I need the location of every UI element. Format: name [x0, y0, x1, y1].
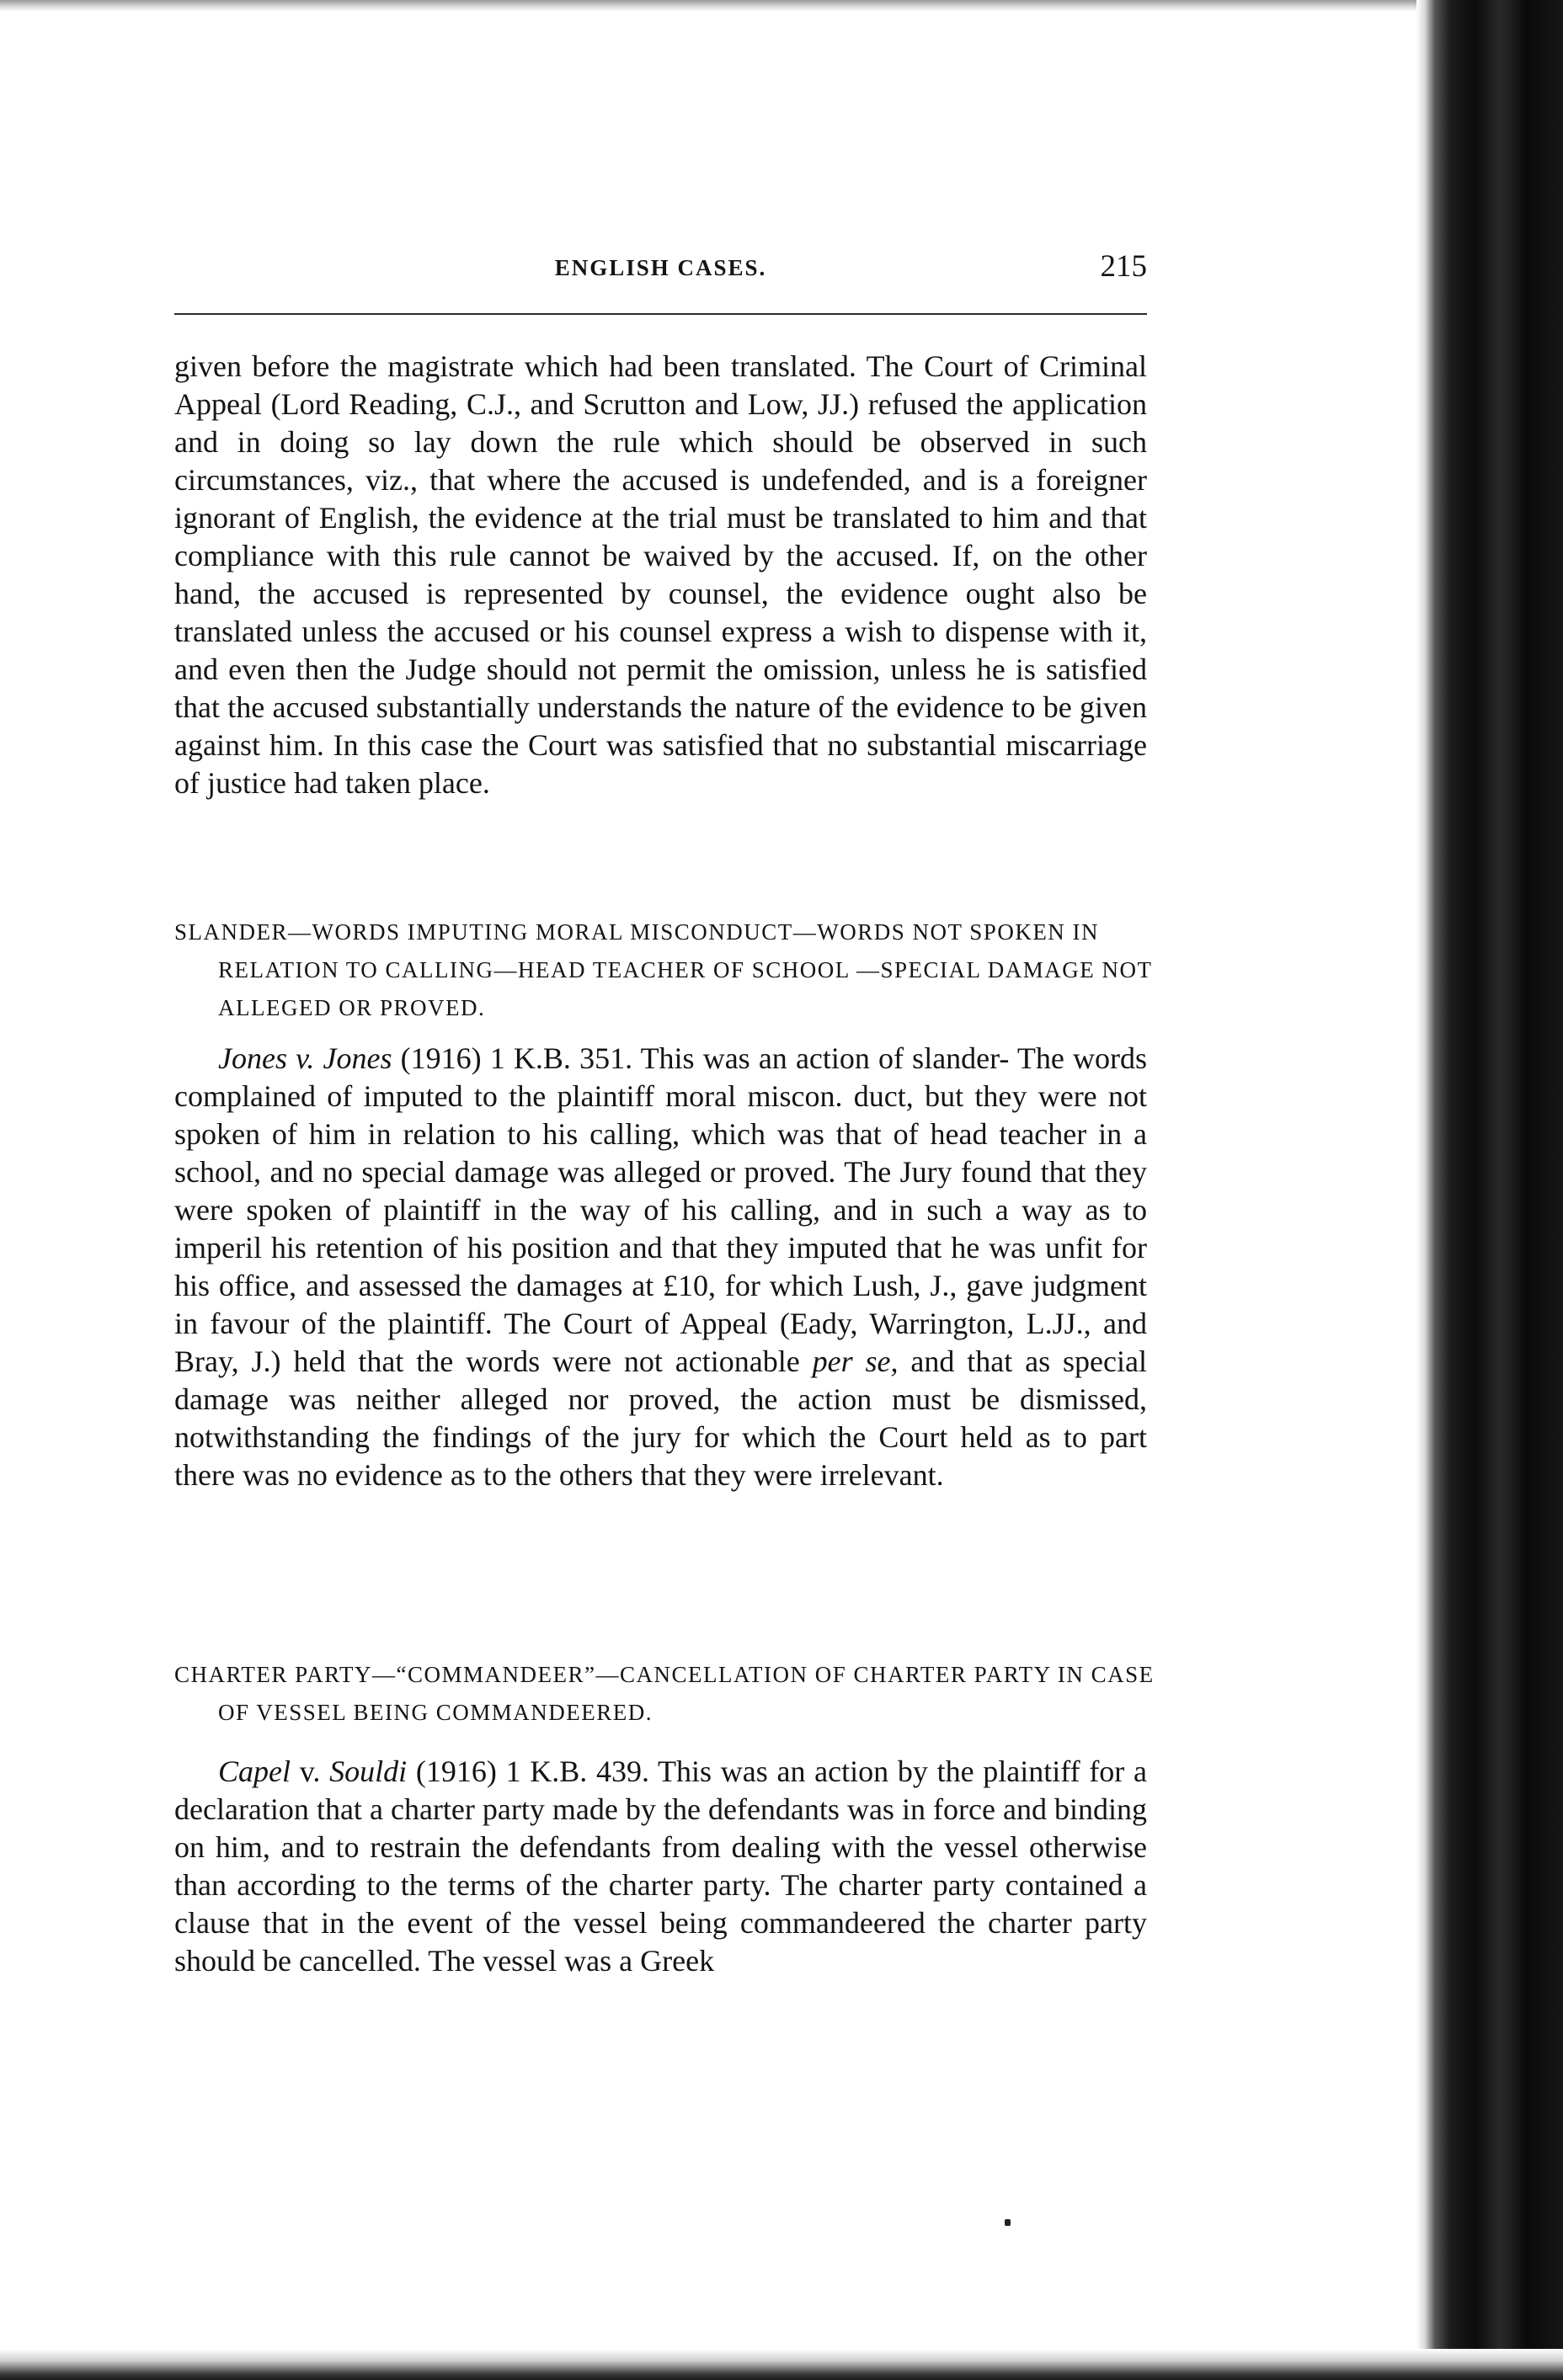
paragraph-capel-v-souldi	[174, 1753, 1147, 1980]
scan-binding-shadow	[1416, 0, 1563, 2380]
case-text-jones-end: and that as special damage was neither alleged nor proved, the action must be dismissed, notwithstanding the findings of the jury for which the Court held as to part there was no evidence as to the others that they were irrelevant.	[174, 1344, 1147, 1492]
case-name-jones: Jones v. Jones	[218, 1041, 392, 1075]
header-rule	[174, 313, 1147, 315]
section-heading-charter-party: CHARTER PARTY—“COMMANDEER”—CANCELLATION OF CHARTER PARTY IN CASE OF VESSEL BEING COMMANDEERED.	[174, 1662, 1155, 1725]
latin-phrase: per se,	[812, 1344, 899, 1378]
case-text-jones: (1916) 1 K.B. 351. This was an action of slander- The words complained of imputed to the plaintiff moral miscon. duct, but they were not spoken of him in relation to his calling, which was that of head teacher in a school, and no special damage was alleged or proved. The Jury found that they were spoken of plaintiff in the way of his calling, and in such a way as to imperil his retention of his position and that they imputed that he was unfit for his office, and assessed the damages at £10, for which Lush, J., gave judgment in favour of the plaintiff. The Court of Appeal (Eady, Warrington, L.JJ., and Bray, J.) held that the words were not actionable	[174, 1041, 1147, 1378]
scan-top-edge	[0, 0, 1563, 12]
scan-speck	[1005, 2219, 1011, 2226]
case-versus: v.	[291, 1754, 330, 1788]
section-heading-slander: SLANDER—WORDS IMPUTING MORAL MISCONDUCT—WORDS NOT SPOKEN IN RELATION TO CALLING—HEAD TEACHER OF SCHOOL —SPECIAL DAMAGE NOT ALLEGED OR PROVED.	[174, 919, 1153, 1020]
case-name-capel: Capel	[218, 1754, 291, 1788]
case-name-souldi: Souldi	[329, 1754, 408, 1788]
case-text-capel: (1916) 1 K.B. 439. This was an action by the plaintiff for a declaration that a charter party made by the defendants was in force and binding on him, and to restrain the defendants from dealing with the vessel otherwise than according to the terms of the charter party. The charter party contained a clause that in the event of the vessel being commandeered the charter party should be cancelled. The vessel was a Greek	[174, 1754, 1147, 1978]
running-head	[174, 248, 1147, 290]
scan-bottom-edge	[0, 2349, 1563, 2380]
paragraph-jones-v-jones	[174, 1040, 1147, 1494]
page-number: 215	[1100, 249, 1147, 284]
running-head-title: ENGLISH CASES.	[554, 255, 767, 280]
paragraph-continued: given before the magistrate which had been translated. The Court of Criminal Appeal (Lord Reading, C.J., and Scrutton and Low, JJ.) refused the application and in doing so lay down the rule which should be observed in such circumstances, viz., that where the accused is undefended, and is a foreigner ignorant of English, the evidence at the trial must be translated to him and that compliance with this rule cannot be waived by the accused. If, on the other hand, the accused is represented by counsel, the evidence ought also be translated unless the accused or his counsel express a wish to dispense with it, and even then the Judge should not permit the omission, unless he is satisfied that the accused substantially understands the nature of the evidence to be given against him. In this case the Court was satisfied that no substantial miscarriage of justice had taken place.	[174, 349, 1147, 800]
